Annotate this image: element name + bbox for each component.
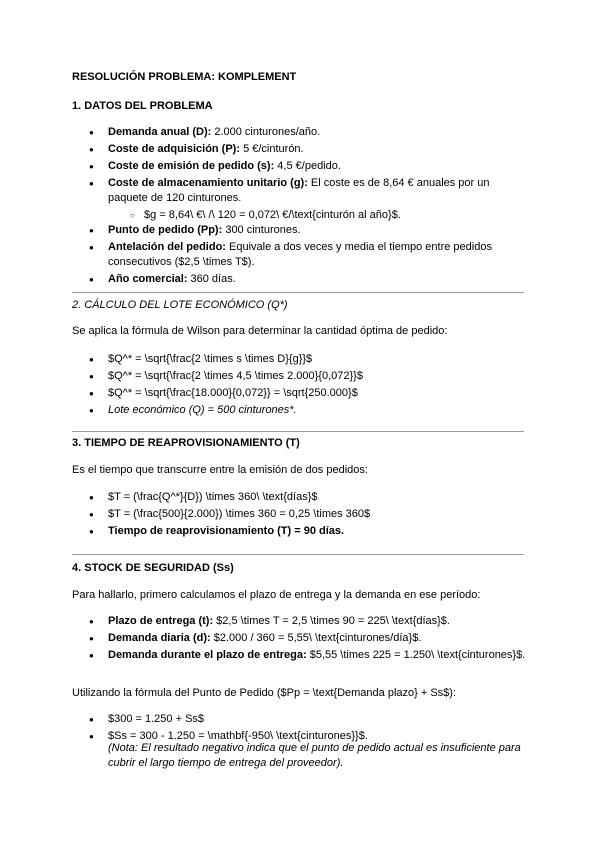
list-item: ● Demanda anual (D): 2.000 cinturones/año.: [72, 125, 532, 140]
divider: [72, 554, 524, 555]
s2-heading: 2. CÁLCULO DEL LOTE ECONÓMICO (Q*): [72, 299, 288, 311]
s4-note: (Nota: El resultado negativo indica que el punto de pedido actual es insuficiente para cubrir el largo tiempo de entrega del proveedor).: [108, 742, 521, 769]
s3-heading: 3. TIEMPO DE REAPROVISIONAMIENTO (T): [72, 437, 300, 449]
list-item: ● Demanda durante el plazo de entrega: $5,55 \times 225 = 1.250\ \text{cinturones}$.: [72, 648, 532, 663]
s4-heading: 4. STOCK DE SEGURIDAD (Ss): [72, 562, 234, 574]
list-item: ● Antelación del pedido: Equivale a dos veces y media el tiempo entre pedidos consecutivos ($2,5 \times T$).: [72, 240, 532, 270]
s1-list: [72, 125, 532, 289]
s4-list: [72, 614, 532, 665]
s3-intro: Es el tiempo que transcurre entre la emisión de dos pedidos:: [72, 464, 368, 476]
list-item: ● Lote económico (Q) = 500 cinturones*.: [72, 403, 532, 418]
list-item: ● $Ss = 300 - 1.250 = \mathbf{-950\ \text{cinturones}}$.: [72, 729, 532, 744]
list-item: ● $Q^* = \sqrt{\frac{2 \times 4,5 \times 2.000}{0,072}}$: [72, 369, 532, 384]
s2-intro: Se aplica la fórmula de Wilson para determinar la cantidad óptima de pedido:: [72, 325, 448, 337]
list-item: ● Demanda diaria (d): $2.000 / 360 = 5,55\ \text{cinturones/día}$.: [72, 631, 532, 646]
s2-list: [72, 352, 532, 420]
list-item: ● Tiempo de reaprovisionamiento (T) = 90 días.: [72, 524, 532, 539]
s1-heading: 1. DATOS DEL PROBLEMA: [72, 100, 213, 112]
divider: [72, 431, 524, 432]
list-item: ● $Q^* = \sqrt{\frac{18.000}{0,072}} = \sqrt{250.000}$: [72, 386, 532, 401]
s4-intro: Para hallarlo, primero calculamos el plazo de entrega y la demanda en ese período:: [72, 589, 481, 601]
list-item: ● Coste de almacenamiento unitario (g): El coste es de 8,64 € anuales por un paquete de 120 cinturones.: [72, 176, 532, 206]
list-item: ● $Q^* = \sqrt{\frac{2 \times s \times D}{g}}$: [72, 352, 532, 367]
list-item: ● Punto de pedido (Pp): 300 cinturones.: [72, 223, 532, 238]
list-item: ● $300 = 1.250 + Ss$: [72, 712, 532, 727]
sub-list-item: ○ $g = 8,64\ €\ /\ 120 = 0,072\ €/\text{cinturón al año}$.: [72, 208, 532, 223]
s3-list: [72, 490, 532, 541]
list-item: ● $T = (\frac{Q^*}{D}) \times 360\ \text{días}$: [72, 490, 532, 505]
list-item: ● Coste de adquisición (P): 5 €/cinturón.: [72, 142, 532, 157]
list-item: ● Año comercial: 360 días.: [72, 272, 532, 287]
list-item: ● Plazo de entrega (t): $2,5 \times T = 2,5 \times 90 = 225\ \text{días}$.: [72, 614, 532, 629]
s4-list-2: [72, 712, 532, 744]
list-item: ● Coste de emisión de pedido (s): 4,5 €/pedido.: [72, 159, 532, 174]
list-item: ● $T = (\frac{500}{2.000}) \times 360 = 0,25 \times 360$: [72, 507, 532, 522]
divider: [72, 292, 524, 293]
doc-title: RESOLUCIÓN PROBLEMA: KOMPLEMENT: [72, 71, 297, 83]
s4-formula-intro: Utilizando la fórmula del Punto de Pedido ($Pp = \text{Demanda plazo} + Ss$):: [72, 687, 457, 699]
